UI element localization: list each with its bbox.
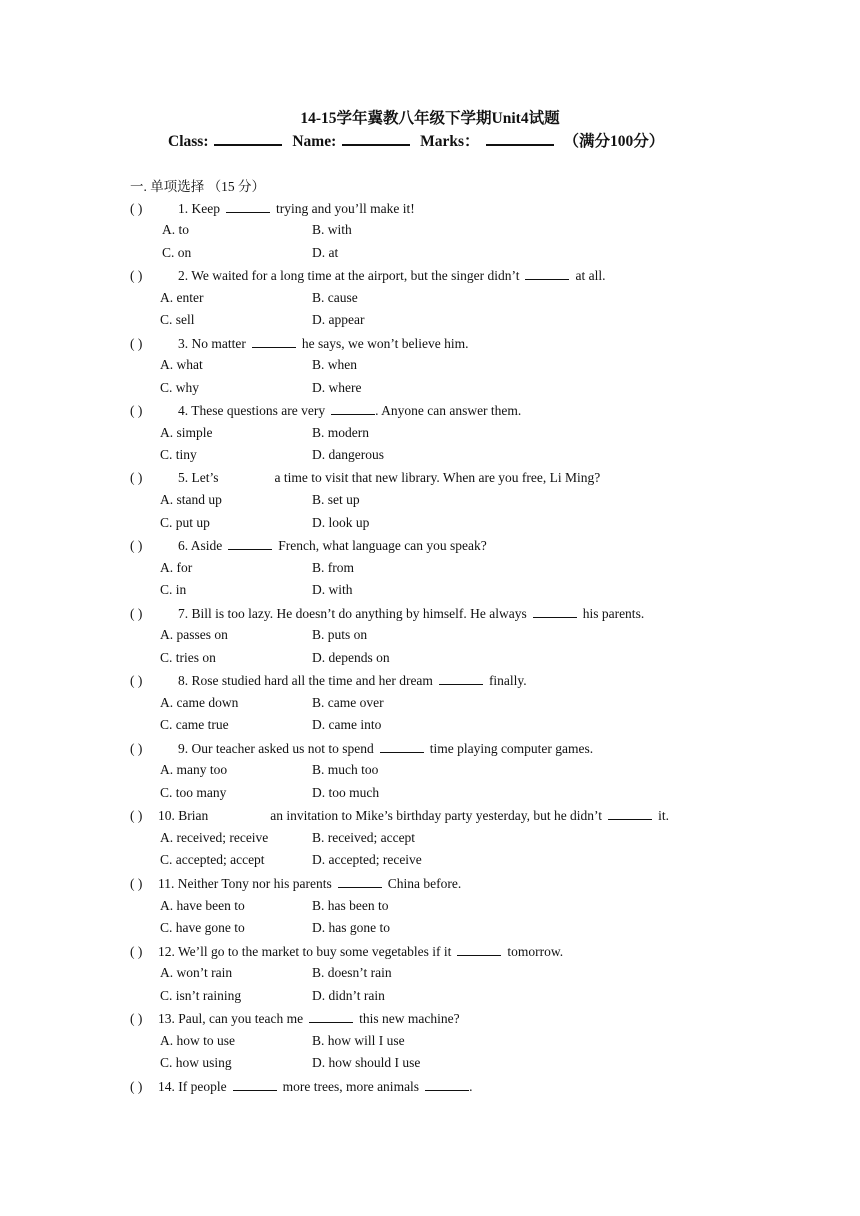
answer-blank [533,605,577,618]
answer-paren: ( ) [130,606,143,621]
question-text-after: a time to visit that new library. When are you free, Li Ming? [274,470,601,485]
option-a: A. received; receive [160,830,269,845]
question-text: 7. Bill is too lazy. He doesn’t do anything by himself. He always [178,606,527,621]
answer-blank [525,267,569,280]
answer-blank [331,402,375,415]
option-a: A. how to use [160,1033,235,1048]
question-text: 5. Let’s [178,470,219,485]
option-d: D. too much [312,785,380,800]
option-b: B. how will I use [312,1033,405,1048]
option-a: A. have been to [160,898,245,913]
answer-paren: ( ) [130,538,143,553]
option-b: B. received; accept [312,830,416,845]
option-d: D. accepted; receive [312,852,422,867]
option-a: A. for [160,560,193,575]
question-text-after: he says, we won’t believe him. [301,336,469,351]
answer-blank [338,875,382,888]
answer-paren: ( ) [130,944,143,959]
question-text: 3. No matter [178,336,246,351]
option-d: D. dangerous [312,447,384,462]
answer-blank-2 [608,807,652,820]
option-c: C. in [160,582,187,597]
marks-label: Marks： [420,133,480,150]
question-text-after: more trees, more animals [282,1079,420,1094]
question-2 [130,267,605,284]
option-a: A. many too [160,762,228,777]
student-info-header [168,129,664,151]
option-d: D. came into [312,717,382,732]
question-11 [130,875,461,892]
option-a: A. to [162,222,189,237]
option-c: C. have gone to [160,920,245,935]
option-b: B. with [312,222,352,237]
option-b: B. much too [312,762,379,777]
option-a: A. won’t rain [160,965,233,980]
option-d: D. look up [312,515,370,530]
answer-paren: ( ) [130,673,143,688]
option-d: D. where [312,380,362,395]
option-b: B. from [312,560,354,575]
question-text-after: this new machine? [359,1011,460,1026]
option-d: D. appear [312,312,365,327]
question-7 [130,605,644,622]
option-a: A. what [160,357,203,372]
answer-paren: ( ) [130,1011,143,1026]
question-text: 13. Paul, can you teach me [158,1011,304,1026]
option-c: C. on [162,245,192,260]
option-a: A. simple [160,425,213,440]
question-text-after: China before. [387,876,462,891]
answer-blank [457,943,501,956]
option-c: C. accepted; accept [160,852,265,867]
option-a: A. enter [160,290,204,305]
answer-paren: ( ) [130,268,143,283]
question-4 [130,402,521,419]
answer-paren: ( ) [130,336,143,351]
option-a: A. stand up [160,492,222,507]
option-c: C. why [160,380,200,395]
answer-blank [228,537,272,550]
question-text-after: at all. [575,268,606,283]
question-text: 2. We waited for a long time at the airport, but the singer didn’t [178,268,520,283]
option-b: B. puts on [312,627,368,642]
answer-blank [233,1078,277,1091]
option-c: C. tries on [160,650,216,665]
page-title: 14-15学年冀教八年级下学期Unit4试题 [300,110,560,127]
question-text: 6. Aside [178,538,223,553]
question-6 [130,537,487,554]
answer-blank [380,740,424,753]
option-a: A. passes on [160,627,228,642]
class-blank [214,130,282,146]
option-d: D. how should I use [312,1055,421,1070]
option-b: B. modern [312,425,369,440]
option-d: D. didn’t rain [312,988,385,1003]
option-b: B. set up [312,492,360,507]
section-heading-single-choice: 一. 单项选择 （15 分） [130,179,265,194]
question-9 [130,740,593,757]
question-text-after: tomorrow. [507,944,564,959]
option-c: C. put up [160,515,210,530]
question-text: 9. Our teacher asked us not to spend [178,741,374,756]
class-label: Class: [168,133,209,150]
option-b: B. doesn’t rain [312,965,392,980]
question-text-after: trying and you’ll make it! [275,201,415,216]
option-a: A. came down [160,695,239,710]
option-b: B. has been to [312,898,389,913]
option-b: B. came over [312,695,384,710]
option-b: B. when [312,357,357,372]
question-text-end: . [469,1079,473,1094]
question-text-after: an invitation to Mike’s birthday party yesterday, but he didn’t [270,808,603,823]
option-d: D. depends on [312,650,390,665]
option-c: C. came true [160,717,229,732]
question-text-after: French, what language can you speak? [278,538,487,553]
question-10 [130,807,669,824]
question-text: 11. Neither Tony nor his parents [158,876,332,891]
question-text: 1. Keep [178,201,220,216]
marks-blank [486,130,554,146]
question-12 [130,943,563,960]
question-text: 4. These questions are very [178,403,326,418]
option-d: D. with [312,582,353,597]
name-label: Name: [292,133,337,150]
option-c: C. too many [160,785,227,800]
question-text-end: it. [658,808,669,823]
option-d: D. at [312,245,339,260]
question-14 [130,1078,472,1095]
question-13 [130,1010,460,1027]
answer-paren: ( ) [130,403,143,418]
answer-blank [252,335,296,348]
question-3 [130,335,468,352]
question-8 [130,672,527,689]
question-text-after: . Anyone can answer them. [375,403,522,418]
answer-blank [309,1010,353,1023]
option-c: C. how using [160,1055,232,1070]
answer-blank [439,672,483,685]
full-marks-note: （满分100分） [563,133,665,150]
question-text-after: time playing computer games. [429,741,594,756]
name-blank [342,130,410,146]
option-d: D. has gone to [312,920,390,935]
question-1 [130,200,415,217]
answer-paren: ( ) [130,876,143,891]
answer-blank-2 [425,1078,469,1091]
question-text-after: his parents. [582,606,645,621]
answer-paren: ( ) [130,808,143,823]
answer-blank [226,200,270,213]
question-text: 12. We’ll go to the market to buy some vegetables if it [158,944,452,959]
option-b: B. cause [312,290,358,305]
option-c: C. sell [160,312,195,327]
answer-paren: ( ) [130,741,143,756]
question-text-after: finally. [488,673,527,688]
answer-paren: ( ) [130,470,143,485]
option-c: C. tiny [160,447,197,462]
answer-paren: ( ) [130,1079,143,1094]
question-text: 8. Rose studied hard all the time and her dream [178,673,433,688]
question-5 [130,470,600,486]
option-c: C. isn’t raining [160,988,242,1003]
question-text: 10. Brian [158,808,209,823]
question-text: 14. If people [158,1079,227,1094]
answer-paren: ( ) [130,201,143,216]
